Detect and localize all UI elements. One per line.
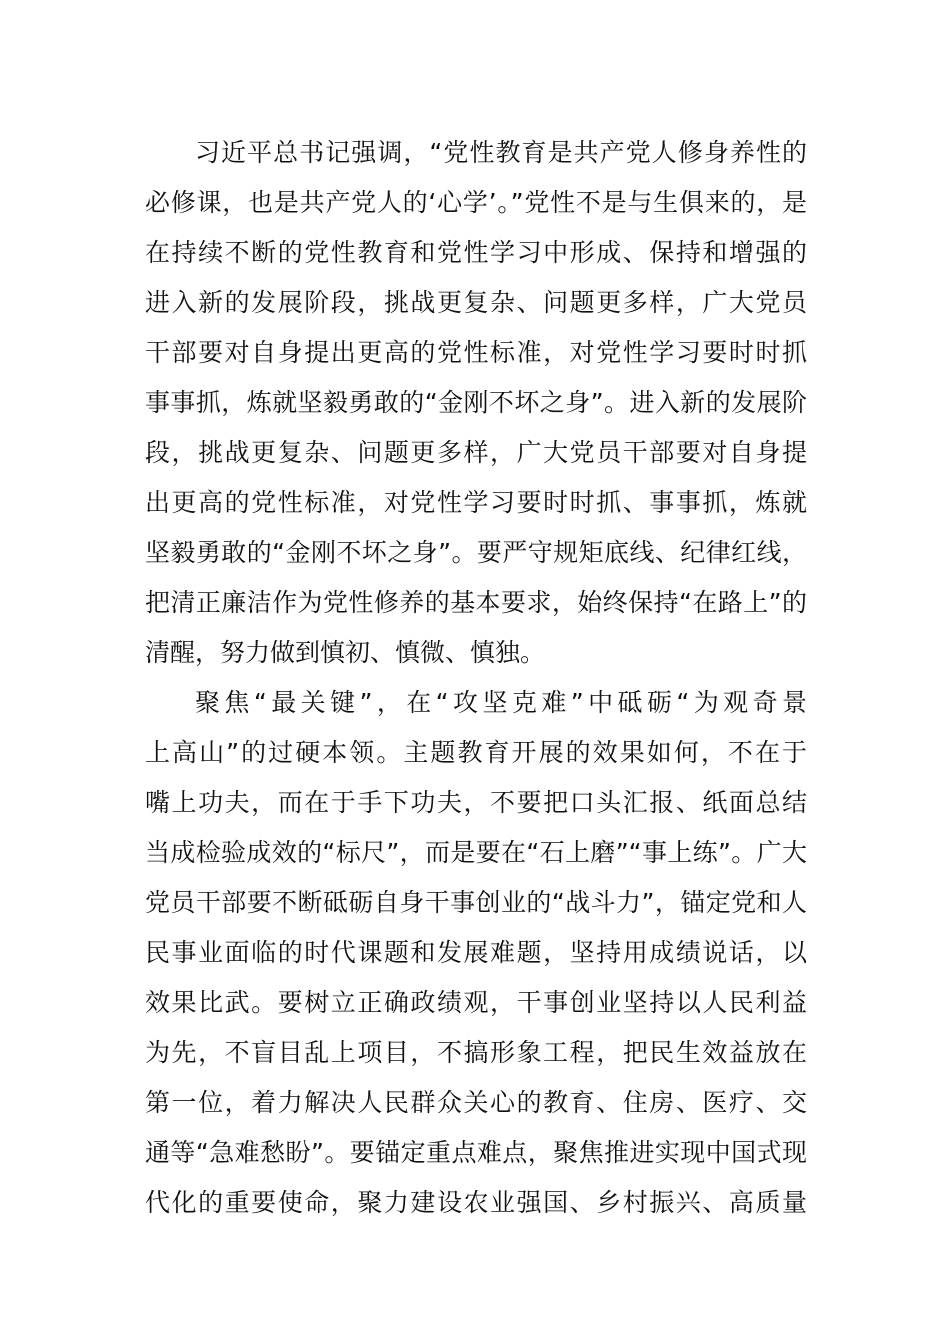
- text-line: 必修课，也是共产党人的‘心学’。”党性不是与生俱来的，是: [145, 188, 807, 217]
- text-line: 为先，不盲目乱上项目，不搞形象工程，把民生效益放在: [145, 1038, 807, 1067]
- text-line: 民事业面临的时代课题和发展难题，坚持用成绩说话，以: [145, 938, 807, 967]
- paragraph-2: [145, 678, 807, 1228]
- text-line: 把清正廉洁作为党性修养的基本要求，始终保持“在路上”的: [145, 588, 807, 617]
- text-line: 事事抓，炼就坚毅勇敢的“金刚不坏之身”。进入新的发展阶: [145, 388, 807, 417]
- text-line: 上高山”的过硬本领。主题教育开展的效果如何，不在于: [145, 738, 807, 767]
- text-line: 聚焦“最关键”，在“攻坚克难”中砥砺“为观奇景: [195, 688, 807, 717]
- text-line: 效果比武。要树立正确政绩观，干事创业坚持以人民利益: [145, 988, 807, 1017]
- text-line: 当成检验成效的“标尺”，而是要在“石上磨”“事上练”。广大: [145, 838, 807, 867]
- text-line: 在持续不断的党性教育和党性学习中形成、保持和增强的: [145, 238, 807, 267]
- text-line: 嘴上功夫，而在于手下功夫，不要把口头汇报、纸面总结: [145, 788, 807, 817]
- text-line: 进入新的发展阶段，挑战更复杂、问题更多样，广大党员: [145, 288, 807, 317]
- text-line: 通等“急难愁盼”。要锚定重点难点，聚焦推进实现中国式现: [145, 1138, 807, 1167]
- document-body: [145, 128, 807, 1228]
- paragraph-1: [145, 128, 807, 678]
- text-line: 清醒，努力做到慎初、慎微、慎独。: [145, 638, 546, 667]
- text-line: 党员干部要不断砥砺自身干事创业的“战斗力”，锚定党和人: [145, 888, 807, 917]
- text-line: 习近平总书记强调，“党性教育是共产党人修身养性的: [195, 138, 807, 167]
- text-line: 代化的重要使命，聚力建设农业强国、乡村振兴、高质量: [145, 1188, 807, 1217]
- text-line: 出更高的党性标准，对党性学习要时时抓、事事抓，炼就: [145, 488, 807, 517]
- text-line: 段，挑战更复杂、问题更多样，广大党员干部要对自身提: [145, 438, 807, 467]
- text-line: 坚毅勇敢的“金刚不坏之身”。要严守规矩底线、纪律红线，: [145, 538, 807, 567]
- text-line: 干部要对自身提出更高的党性标准，对党性学习要时时抓: [145, 338, 807, 367]
- text-line: 第一位，着力解决人民群众关心的教育、住房、医疗、交: [145, 1088, 807, 1117]
